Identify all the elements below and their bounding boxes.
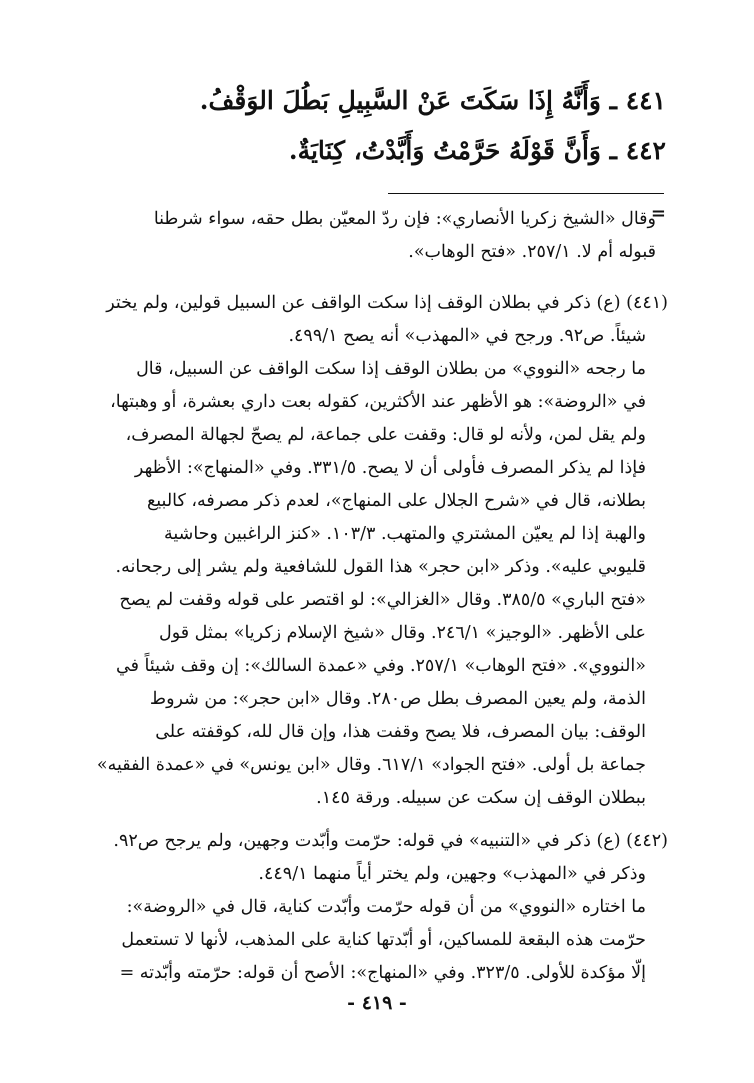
verse-block bbox=[90, 76, 666, 176]
text-line: ولم يقل لمن، ولأنه لو قال: وقفت على جماعة، لم يصحّ لجهالة المصرف، bbox=[125, 425, 646, 445]
verse-441: ٤٤١ ـ وَأَنَّهُ إِذَا سَكَتَ عَنْ السَّبِيلِ بَطُلَ الوَقْفُ. bbox=[199, 86, 666, 115]
text-line: على الأظهر. «الوجيز» ٢٤٦/١. وقال «شيخ الإسلام زكريا» بمثل قول bbox=[159, 623, 646, 643]
text-line: شيئاً. ص٩٢. ورجح في «المهذب» أنه يصح ٤٩٩/١. bbox=[288, 326, 646, 346]
text-line: الذمة، ولم يعين المصرف بطل ص٢٨٠. وقال «ابن حجر»: من شروط bbox=[149, 689, 646, 709]
text-line: في «الروضة»: هو الأظهر عند الأكثرين، كقوله بعت داري بعشرة، أو وهبتها، bbox=[110, 392, 646, 412]
text-line: ببطلان الوقف إن سكت عن سبيله. ورقة ١٤٥. bbox=[316, 788, 646, 808]
note-441 bbox=[96, 287, 668, 815]
text-line: قليوبي عليه». وذكر «ابن حجر» هذا القول للشافعية ولم يشر إلى رجحانه. bbox=[115, 557, 646, 577]
note-442 bbox=[113, 825, 668, 990]
text-line: ما اختاره «النووي» من أن قوله حرّمت وأبّدت كناية، قال في «الروضة»: bbox=[126, 897, 646, 917]
text-line: ما رجحه «النووي» من بطلان الوقف إذا سكت الواقف عن السبيل، قال bbox=[136, 359, 646, 379]
continuation-marker: = bbox=[650, 203, 666, 224]
text-line: بطلانه، قال في «شرح الجلال على المنهاج»، لعدم ذكر مصرفه، كالبيع bbox=[146, 491, 646, 511]
text-line: قبوله أم لا. ٢٥٧/١. «فتح الوهاب». bbox=[408, 242, 656, 262]
note-heading: (٤٤٢) (ع) ذكر في «التنبيه» في قوله: حرّمت وأبّدت وجهين، ولم يرجح ص٩٢. bbox=[113, 831, 668, 851]
text-line: «النووي». «فتح الوهاب» ٢٥٧/١. وفي «عمدة السالك»: إن وقف شيئاً في bbox=[116, 656, 646, 676]
page-number: - ٤١٩ - bbox=[347, 992, 407, 1014]
text-line: والهبة إذا لم يعيّن المشتري والمتهب. ١٠٣/٣. «كنز الراغبين وحاشية bbox=[164, 524, 646, 544]
text-line: حرّمت هذه البقعة للمساكين، أو أبّدتها كناية على المذهب، لأنها لا تستعمل bbox=[121, 930, 646, 950]
text-line: فإذا لم يذكر المصرف فأولى أن لا يصح. ٣٣١/٥. وفي «المنهاج»: الأظهر bbox=[134, 458, 646, 478]
note-heading: (٤٤١) (ع) ذكر في بطلان الوقف إذا سكت الواقف عن السبيل قولين، ولم يختر bbox=[106, 293, 668, 313]
text-line: «فتح الباري» ٣٨٥/٥. وقال «الغزالي»: لو اقتصر على قوله وقفت لم يصح bbox=[119, 590, 646, 610]
text-line: وذكر في «المهذب» وجهين، ولم يختر أياً منهما ٤٤٩/١. bbox=[258, 864, 646, 884]
text-line: الوقف: بيان المصرف، فلا يصح وقفت هذا، وإن قال لله، كوقفته على bbox=[155, 722, 646, 742]
footnote-continuation bbox=[118, 203, 656, 269]
verse-442: ٤٤٢ ـ وَأَنَّ قَوْلَهُ حَرَّمْتُ وَأَبَّدْتُ، كِنَايَةٌ. bbox=[288, 136, 666, 165]
text-line: وقال «الشيخ زكريا الأنصاري»: فإن ردّ المعيّن بطل حقه، سواء شرطنا bbox=[153, 209, 656, 229]
text-line: إلّا مؤكدة للأولى. ٣٢٣/٥. وفي «المنهاج»: الأصح أن قوله: حرّمته وأبّدته = bbox=[119, 963, 646, 983]
footnote-separator bbox=[388, 193, 664, 194]
text-line: جماعة بل أولى. «فتح الجواد» ٦١٧/١. وقال «ابن يونس» في «عمدة الفقيه» bbox=[96, 755, 646, 775]
